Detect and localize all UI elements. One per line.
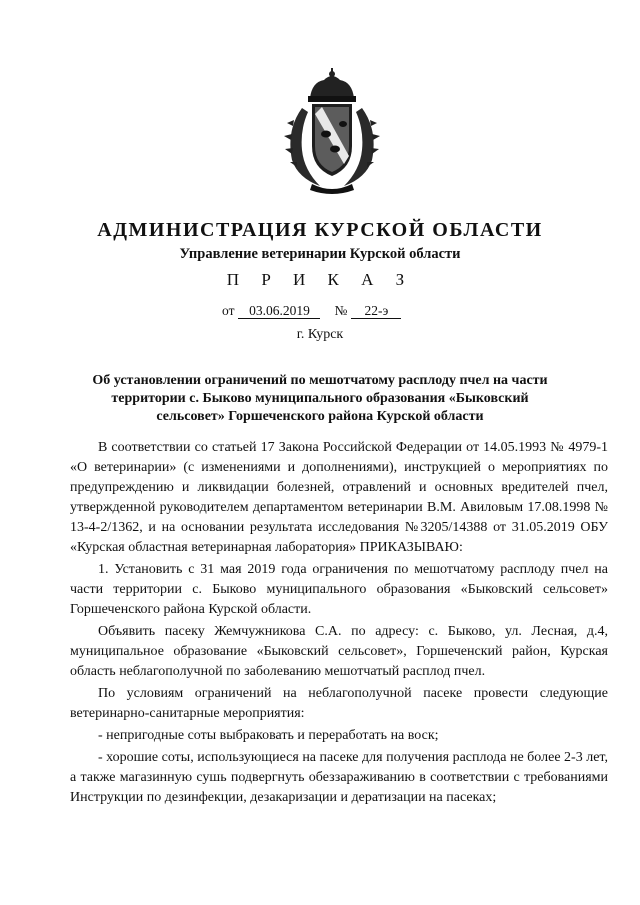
paragraph-measures: По условиям ограничений на неблагополучной пасеке провести следующие ветеринарно-санитарные мероприятия:	[70, 686, 608, 721]
document-body	[70, 438, 608, 808]
paragraph-item-1: 1. Установить с 31 мая 2019 года ограничения по мешотчатому расплоду пчел на части территории с. Быково муниципального образования «Быковский сельсовет» Горшеченского района Курской области.	[70, 562, 608, 617]
paragraph-preamble: В соответствии со статьей 17 Закона Российской Федерации от 14.05.1993 № 4979-1 «О ветеринарии» (с изменениями и дополнениями), инструкцией о мероприятиях по предупреждению и ликвидации болезней, отравлений и основных вредителей пчел, утвержденной руководителем департаментом ветеринарии В.М. Авиловым 17.08.1998 № 13-4-2/1362, и на основании результата исследования №3205/14388 от 31.05.2019 ОБУ «Курская областная ветеринарная лаборатория» ПРИКАЗЫВАЮ:	[70, 440, 608, 555]
paragraph-apiary: Объявить пасеку Жемчужникова С.А. по адресу: с. Быково, ул. Лесная, д.4, муниципальное образование «Быковский сельсовет», Горшеченский район, Курская область неблагополучной по заболеванию мешотчатый расплод пчел.	[70, 624, 608, 679]
order-date-number-line	[222, 303, 401, 319]
number-prefix: №	[334, 303, 348, 318]
organization-name: АДМИНИСТРАЦИЯ КУРСКОЙ ОБЛАСТИ	[97, 219, 543, 241]
document-type: П Р И К А З	[226, 270, 414, 289]
document-title: Об установлении ограничений по мешотчатому расплоду пчел на части территории с. Быково муниципального образования «Быковский сельсовет» Горшеченского района Курской области	[92, 373, 548, 424]
city: г. Курск	[296, 327, 344, 342]
coat-of-arms-icon	[282, 68, 382, 196]
date-prefix: от	[222, 303, 235, 318]
department-name: Управление ветеринарии Курской области	[179, 246, 461, 262]
order-number: 22-э	[351, 304, 401, 319]
list-item: - хорошие соты, использующиеся на пасеке для получения расплода не более 2-3 лет, а также магазинную сушь подвергнуть обеззараживанию в соответствии с требованиями Инструкции по дезинфекции, дезакаризации и дератизации на пасеках;	[70, 750, 608, 805]
list-item: - непригодные соты выбраковать и переработать на воск;	[98, 728, 439, 743]
order-date: 03.06.2019	[238, 304, 320, 319]
